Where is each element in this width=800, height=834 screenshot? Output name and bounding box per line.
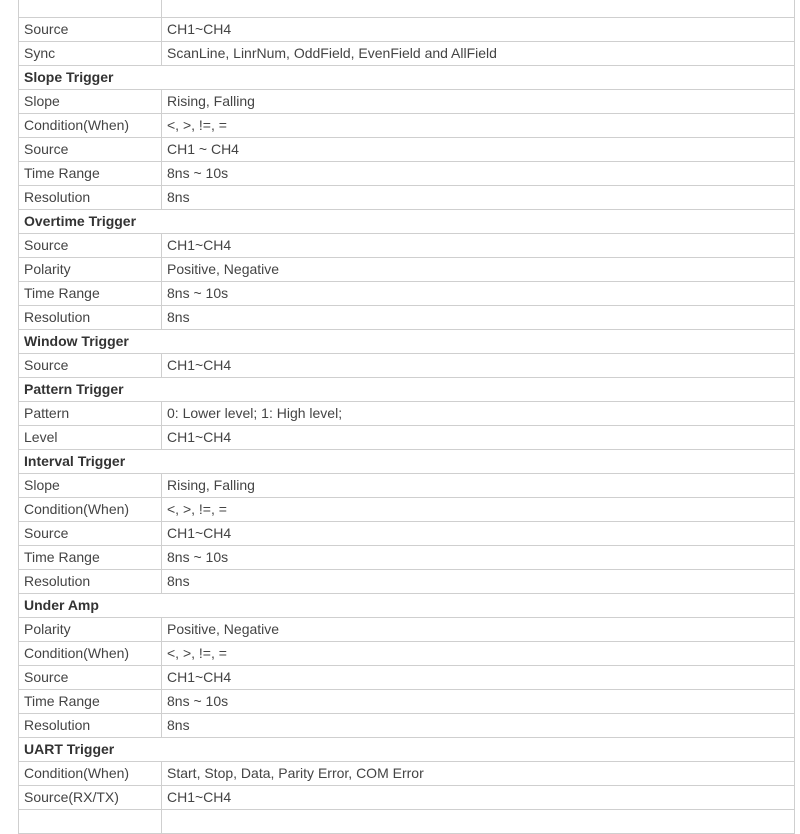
spec-label: Time Range <box>19 282 162 306</box>
spec-label: Polarity <box>19 258 162 282</box>
spec-value: 8ns ~ 10s <box>162 162 795 186</box>
section-header-row <box>19 210 795 234</box>
spec-value <box>162 0 795 18</box>
table-row <box>19 0 795 18</box>
table-row <box>19 282 795 306</box>
table-row <box>19 546 795 570</box>
spec-label: Time Range <box>19 546 162 570</box>
spec-table <box>18 0 795 834</box>
table-row <box>19 354 795 378</box>
section-title: Window Trigger <box>19 330 795 354</box>
table-row <box>19 522 795 546</box>
spec-value: CH1 ~ CH4 <box>162 138 795 162</box>
section-header-row <box>19 594 795 618</box>
table-row <box>19 666 795 690</box>
spec-value: CH1~CH4 <box>162 354 795 378</box>
table-row <box>19 426 795 450</box>
section-title: UART Trigger <box>19 738 795 762</box>
spec-label: Source <box>19 18 162 42</box>
spec-value: <, >, !=, = <box>162 114 795 138</box>
spec-label: Source(RX/TX) <box>19 786 162 810</box>
spec-value: <, >, !=, = <box>162 642 795 666</box>
spec-label: Condition(When) <box>19 498 162 522</box>
spec-value: 8ns <box>162 570 795 594</box>
spec-value: 8ns ~ 10s <box>162 282 795 306</box>
spec-label: Source <box>19 234 162 258</box>
table-row <box>19 258 795 282</box>
section-header-row <box>19 450 795 474</box>
spec-label: Time Range <box>19 162 162 186</box>
spec-label: Time Range <box>19 690 162 714</box>
section-header-row <box>19 330 795 354</box>
table-row <box>19 714 795 738</box>
spec-label: Resolution <box>19 306 162 330</box>
spec-label: Resolution <box>19 714 162 738</box>
spec-label: Slope <box>19 90 162 114</box>
table-row <box>19 786 795 810</box>
spec-value: Start, Stop, Data, Parity Error, COM Error <box>162 762 795 786</box>
spec-label <box>19 810 162 834</box>
table-row <box>19 18 795 42</box>
spec-value: CH1~CH4 <box>162 426 795 450</box>
table-row <box>19 306 795 330</box>
spec-value: 0: Lower level; 1: High level; <box>162 402 795 426</box>
spec-value: 8ns ~ 10s <box>162 690 795 714</box>
spec-value: CH1~CH4 <box>162 234 795 258</box>
spec-value: ScanLine, LinrNum, OddField, EvenField and AllField <box>162 42 795 66</box>
table-row <box>19 642 795 666</box>
spec-value: CH1~CH4 <box>162 18 795 42</box>
table-row <box>19 162 795 186</box>
spec-value: 8ns <box>162 186 795 210</box>
table-row <box>19 810 795 834</box>
spec-value: CH1~CH4 <box>162 666 795 690</box>
spec-value <box>162 810 795 834</box>
spec-value: 8ns <box>162 306 795 330</box>
table-row <box>19 138 795 162</box>
table-row <box>19 42 795 66</box>
spec-value: Rising, Falling <box>162 474 795 498</box>
table-row <box>19 234 795 258</box>
table-row <box>19 498 795 522</box>
spec-label: Sync <box>19 42 162 66</box>
spec-label: Slope <box>19 474 162 498</box>
section-header-row <box>19 738 795 762</box>
spec-label <box>19 0 162 18</box>
table-row <box>19 114 795 138</box>
spec-label: Pattern <box>19 402 162 426</box>
spec-label: Resolution <box>19 186 162 210</box>
section-title: Under Amp <box>19 594 795 618</box>
spec-label: Source <box>19 354 162 378</box>
table-row <box>19 690 795 714</box>
table-row <box>19 402 795 426</box>
section-title: Interval Trigger <box>19 450 795 474</box>
spec-value: Positive, Negative <box>162 618 795 642</box>
section-title: Slope Trigger <box>19 66 795 90</box>
spec-label: Resolution <box>19 570 162 594</box>
spec-label: Condition(When) <box>19 114 162 138</box>
spec-value: Rising, Falling <box>162 90 795 114</box>
spec-value: <, >, !=, = <box>162 498 795 522</box>
spec-value: CH1~CH4 <box>162 786 795 810</box>
table-row <box>19 474 795 498</box>
spec-value: 8ns <box>162 714 795 738</box>
section-title: Pattern Trigger <box>19 378 795 402</box>
spec-value: 8ns ~ 10s <box>162 546 795 570</box>
spec-label: Source <box>19 138 162 162</box>
spec-label: Source <box>19 666 162 690</box>
table-row <box>19 762 795 786</box>
section-header-row <box>19 378 795 402</box>
spec-label: Condition(When) <box>19 762 162 786</box>
table-row <box>19 90 795 114</box>
section-header-row <box>19 66 795 90</box>
spec-label: Level <box>19 426 162 450</box>
spec-value: CH1~CH4 <box>162 522 795 546</box>
spec-label: Condition(When) <box>19 642 162 666</box>
table-row <box>19 570 795 594</box>
table-row <box>19 618 795 642</box>
spec-value: Positive, Negative <box>162 258 795 282</box>
section-title: Overtime Trigger <box>19 210 795 234</box>
table-row <box>19 186 795 210</box>
spec-label: Source <box>19 522 162 546</box>
spec-table-body <box>19 0 795 834</box>
spec-label: Polarity <box>19 618 162 642</box>
